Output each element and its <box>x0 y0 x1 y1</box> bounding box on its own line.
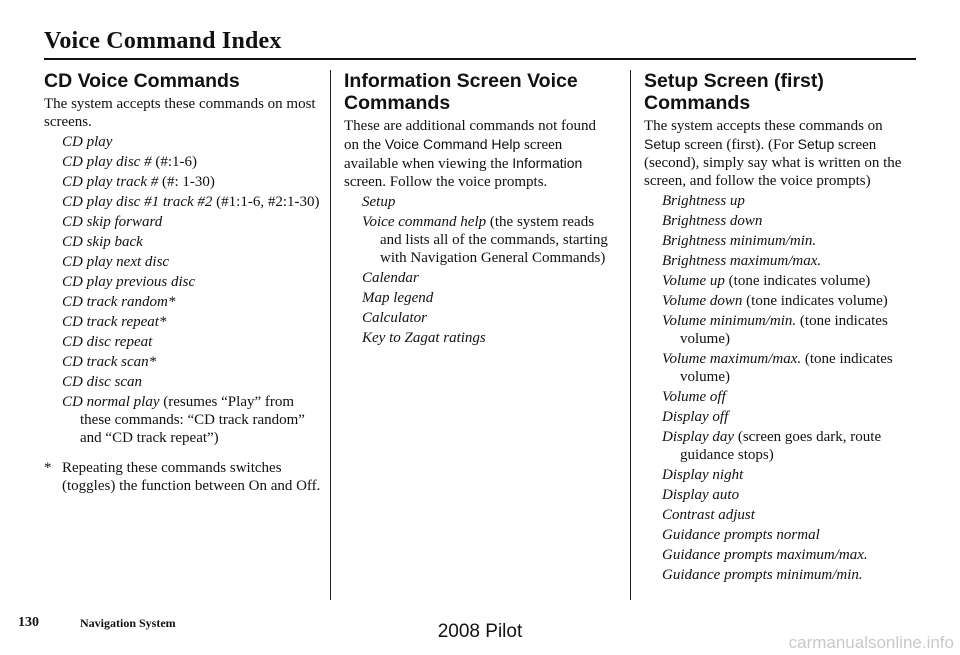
setup-commands-heading: Setup Screen (first) Commands <box>644 70 824 114</box>
command-item <box>344 309 612 327</box>
command-phrase: CD play disc # <box>62 154 152 170</box>
command-phrase: Contrast adjust <box>662 507 755 523</box>
setup-intro <box>644 117 920 190</box>
footnote-mark: * <box>44 460 52 476</box>
command-item <box>44 273 322 291</box>
command-item <box>644 466 920 484</box>
setup-command-list <box>644 192 920 584</box>
command-item <box>644 546 920 564</box>
command-phrase: Display night <box>662 467 744 483</box>
command-item <box>44 253 322 271</box>
command-note: (#: 1-30) <box>158 174 215 190</box>
command-phrase: Voice command help <box>362 214 487 230</box>
info-intro <box>344 117 612 191</box>
info-commands-heading: Information Screen Voice Commands <box>344 70 578 114</box>
info-commands-section <box>344 70 612 349</box>
command-phrase: CD play disc #1 track #2 <box>62 194 213 210</box>
command-phrase: CD normal play <box>62 394 160 410</box>
command-item <box>644 506 920 524</box>
command-item <box>644 526 920 544</box>
command-item <box>644 566 920 584</box>
command-phrase: Brightness up <box>662 193 745 209</box>
command-item <box>44 333 322 351</box>
command-item <box>44 293 322 311</box>
command-phrase: Brightness maximum/max. <box>662 253 822 269</box>
info-intro-text: screen. Follow the voice prompts. <box>344 174 548 190</box>
command-phrase: Guidance prompts minimum/min. <box>662 567 863 583</box>
command-item <box>644 232 920 250</box>
info-intro-text: screen available when viewing the <box>344 137 563 172</box>
command-item <box>44 373 322 391</box>
command-phrase: CD play next disc <box>62 254 170 270</box>
setup-intro-text: screen (first). (For <box>680 137 798 153</box>
cd-commands-section <box>44 70 322 495</box>
cd-intro: The system accepts these commands on most screens. <box>44 96 316 130</box>
command-phrase: CD skip forward <box>62 214 163 230</box>
command-phrase: Guidance prompts maximum/max. <box>662 547 868 563</box>
command-phrase: Volume up <box>662 273 725 289</box>
command-phrase: Map legend <box>362 290 434 306</box>
command-phrase: CD disc scan <box>62 374 142 390</box>
command-phrase: Display auto <box>662 487 740 503</box>
command-item <box>44 213 322 231</box>
setup-intro-text: The system accepts these commands on <box>644 118 883 134</box>
command-phrase: Volume down <box>662 293 743 309</box>
command-item <box>344 213 612 267</box>
command-item <box>44 153 322 171</box>
screen-name: Setup <box>797 136 835 152</box>
command-note: (tone indicates volume) <box>680 351 893 385</box>
section-name: Navigation System <box>80 616 176 630</box>
command-phrase: Volume maximum/max. <box>662 351 802 367</box>
command-item <box>44 233 322 251</box>
info-command-list <box>344 193 612 347</box>
command-item <box>644 388 920 406</box>
command-phrase: Key to Zagat ratings <box>362 330 486 346</box>
command-phrase: Brightness minimum/min. <box>662 233 817 249</box>
command-item <box>644 252 920 270</box>
command-note: (#1:1-6, #2:1-30) <box>212 194 320 210</box>
model-label: 2008 Pilot <box>437 621 523 642</box>
command-item <box>644 212 920 230</box>
command-phrase: CD track random* <box>62 294 176 310</box>
command-note: (#:1-6) <box>151 154 197 170</box>
menu-name: Voice Command Help <box>384 136 521 152</box>
command-item <box>344 329 612 347</box>
command-note: (tone indicates volume) <box>680 313 888 347</box>
command-item <box>644 312 920 348</box>
command-phrase: CD play previous disc <box>62 274 196 290</box>
command-item <box>644 192 920 210</box>
command-item <box>644 486 920 504</box>
cd-commands-heading: CD Voice Commands <box>44 70 240 92</box>
command-note: (resumes “Play” from these commands: “CD track random” and “CD track repeat”) <box>80 394 305 446</box>
page-title: Voice Command Index <box>44 28 282 54</box>
command-note: (tone indicates volume) <box>724 273 871 289</box>
command-phrase: CD track scan* <box>62 354 157 370</box>
command-phrase: CD play <box>62 134 113 150</box>
cd-command-list <box>44 133 322 447</box>
command-item <box>44 353 322 371</box>
setup-commands-section <box>644 70 920 586</box>
setup-intro-text: screen (second), simply say what is written on the screen, and follow the voice prompts) <box>644 137 902 189</box>
header-rule <box>44 58 916 60</box>
command-phrase: Display off <box>662 409 729 425</box>
command-item <box>344 269 612 287</box>
command-phrase: Display day <box>662 429 735 445</box>
command-item <box>44 313 322 331</box>
command-item <box>344 289 612 307</box>
command-phrase: Calculator <box>362 310 428 326</box>
info-intro-text: These are additional commands not found on the <box>344 118 597 153</box>
command-phrase: CD track repeat* <box>62 314 167 330</box>
command-note: (tone indicates volume) <box>742 293 888 309</box>
command-item <box>644 350 920 386</box>
cd-footnote <box>44 459 322 495</box>
command-item <box>644 408 920 426</box>
column-divider <box>330 70 331 600</box>
command-phrase: Brightness down <box>662 213 763 229</box>
command-phrase: CD skip back <box>62 234 143 250</box>
command-item <box>44 133 322 151</box>
watermark: carmanualsonline.info <box>788 633 954 652</box>
page-number: 130 <box>18 615 39 630</box>
column-divider <box>630 70 631 600</box>
command-item <box>44 193 322 211</box>
command-item <box>644 292 920 310</box>
command-note: (screen goes dark, route guidance stops) <box>680 429 882 463</box>
screen-name: Information <box>512 155 583 171</box>
command-phrase: Volume minimum/min. <box>662 313 797 329</box>
command-item <box>644 272 920 290</box>
command-item <box>44 173 322 191</box>
footnote-text: Repeating these commands switches (toggles) the function between On and Off. <box>62 460 321 494</box>
command-phrase: Calendar <box>362 270 419 286</box>
command-phrase: Setup <box>362 194 396 210</box>
command-item <box>44 393 322 447</box>
command-item <box>344 193 612 211</box>
screen-name: Setup <box>644 136 681 152</box>
command-phrase: CD disc repeat <box>62 334 153 350</box>
command-phrase: Guidance prompts normal <box>662 527 820 543</box>
command-note: (the system reads and lists all of the commands, starting with Navigation General Commands) <box>380 214 608 266</box>
command-phrase: Volume off <box>662 389 726 405</box>
command-item <box>644 428 920 464</box>
command-phrase: CD play track # <box>62 174 159 190</box>
